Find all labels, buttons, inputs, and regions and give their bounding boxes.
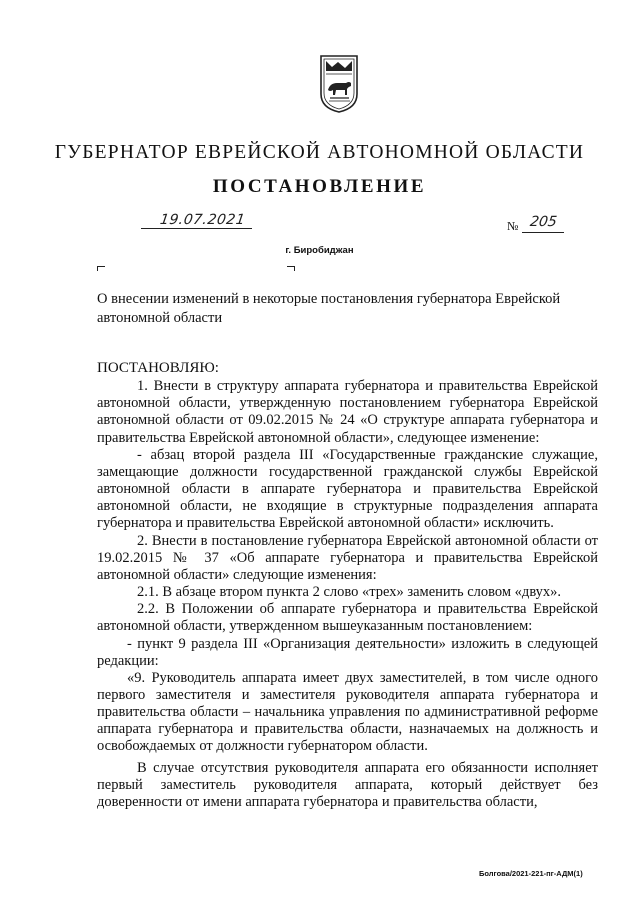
paragraph-2-2: 2.2. В Положении об аппарате губернатора и правительства Еврейской автономной области, утвержденном вышеуказанным постановлением: xyxy=(97,601,598,635)
document-body xyxy=(97,360,598,811)
paragraph-9: «9. Руководитель аппарата имеет двух заместителей, в том числе одного первого заместителя и заместителя руководителя аппарата губернатора и правительства области – начальника управления по административной реформе аппарата губернатора и правительства области, назначаемых на должность и освобождаемых от должности губернатором области. xyxy=(97,669,598,755)
number-sign: № xyxy=(507,219,519,233)
resolution-heading: ПОСТАНОВЛЯЮ: xyxy=(97,360,219,376)
paragraph-2: 2. Внести в постановление губернатора Еврейской автономной области от 19.02.2015 № 37 «Об аппарате губернатора и правительства Еврейской автономной области» следующие изменения: xyxy=(97,532,598,583)
document-date: 19.07.2021 xyxy=(158,212,247,228)
number-underline xyxy=(522,232,564,233)
paragraph-9-continuation: В случае отсутствия руководителя аппарата его обязанности исполняет первый заместитель руководителя аппарата, который действует без доверенности от имени аппарата губернатора и правительства области, xyxy=(97,759,598,810)
paragraph-1: 1. Внести в структуру аппарата губернатора и правительства Еврейской автономной области, утвержденную постановлением губернатора Еврейской автономной области от 09.02.2015 № 24 «О структуре аппарата губернатора и правительства Еврейской автономной области», следующее изменение: xyxy=(97,378,598,446)
document-subject: О внесении изменений в некоторые постановления губернатора Еврейской автономной области xyxy=(97,291,561,326)
paragraph-2-1: 2.1. В абзаце втором пункта 2 слово «трех» заменить словом «двух». xyxy=(137,584,562,601)
document-number: 205 xyxy=(528,214,558,230)
subject-corner-left xyxy=(97,266,105,271)
document-type-heading: ПОСТАНОВЛЕНИЕ xyxy=(212,176,427,197)
paragraph-2-2-item: - пункт 9 раздела III «Организация деятельности» изложить в следующей редакции: xyxy=(97,635,598,669)
city-name: г. Биробиджан xyxy=(285,245,354,256)
footer-document-code: Болгова/2021-221-пг-АДМ(1) xyxy=(479,869,583,878)
coat-of-arms-emblem xyxy=(318,54,360,114)
issuer-title: ГУБЕРНАТОР ЕВРЕЙСКОЙ АВТОНОМНОЙ ОБЛАСТИ xyxy=(54,142,585,163)
paragraph-1-item: - абзац второй раздела III «Государственные гражданские служащие, замещающие должности государственной гражданской службы Еврейской автономной области в аппарате губернатора и правительства Еврейской автономной области, не входящие в структурные подразделения аппарата губернатора и правительства Еврейской автономной области» исключить. xyxy=(97,446,598,532)
date-underline xyxy=(141,228,252,229)
subject-corner-right xyxy=(287,266,295,271)
